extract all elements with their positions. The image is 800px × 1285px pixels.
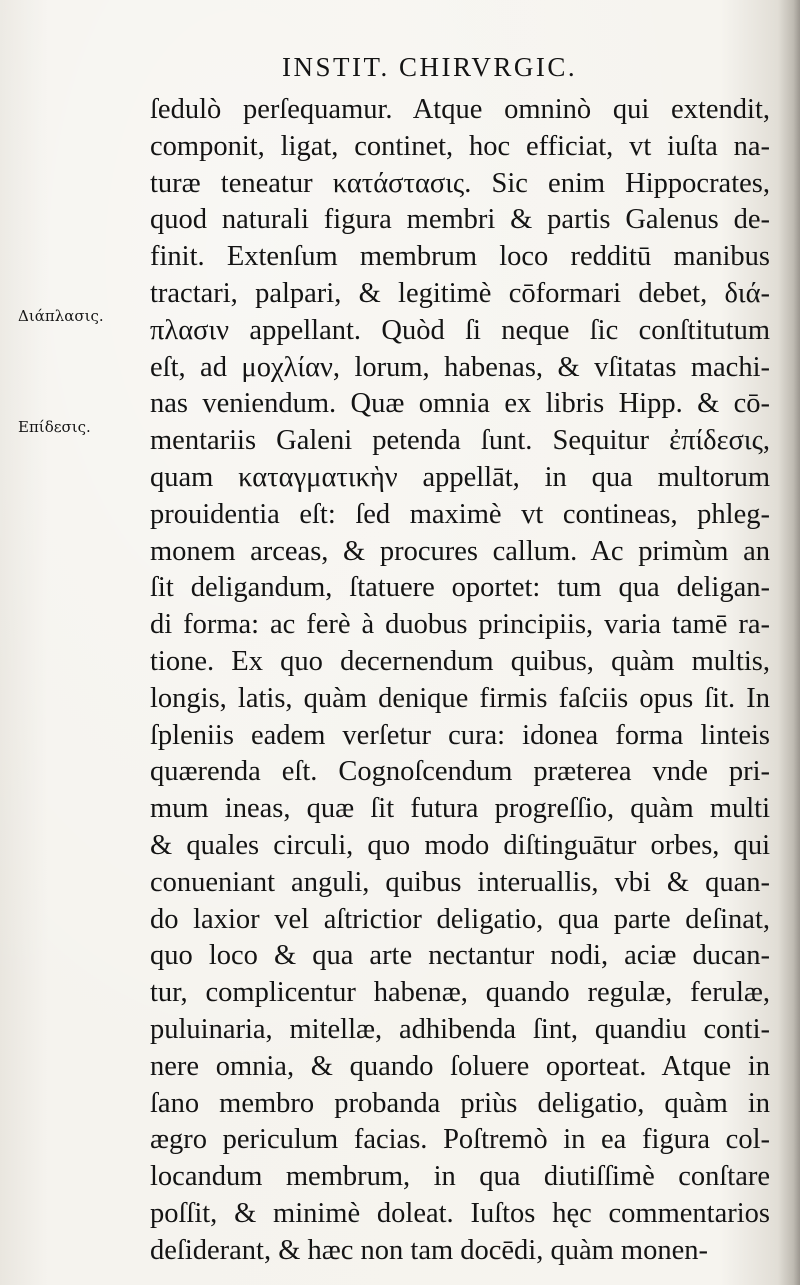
running-head: INSTIT. CHIRVRGIC.	[282, 52, 578, 82]
text-line: tractari, palpari, & legitimè cōformari debet, διά-	[150, 277, 770, 309]
text-line: poſſit, & minimè doleat. Iuſtos hęc commentarios	[150, 1197, 770, 1229]
text-line: conueniant anguli, quibus interuallis, vbi & quan-	[150, 866, 770, 898]
text-line: ægro periculum facias. Poſtremò in ea figura col-	[150, 1124, 770, 1156]
text-line: deſiderant, & hæc non tam docēdi, quàm monen-	[150, 1234, 708, 1266]
text-line: longis, latis, quàm denique firmis faſciis opus ſit. In	[150, 682, 770, 714]
text-line: mum ineas, quæ ſit futura progreſſio, quàm multi	[150, 793, 770, 825]
text-line: quærenda eſt. Cognoſcendum præterea vnde pri-	[150, 756, 770, 788]
text-line: puluinaria, mitellæ, adhibenda ſint, quandiu conti-	[150, 1013, 770, 1045]
text-line: ſit deligandum, ſtatuere oportet: tum qua deligan-	[150, 572, 770, 604]
text-line: ſano membro probanda priùs deligatio, quàm in	[150, 1087, 770, 1119]
text-line: do laxior vel aſtrictior deligatio, qua parte deſinat,	[150, 903, 770, 935]
text-line: & quales circuli, quo modo diſtinguātur orbes, qui	[150, 829, 770, 861]
text-line: tione. Ex quo decernendum quibus, quàm multis,	[150, 645, 770, 677]
text-line: quam καταγματικὴν appellāt, in qua multorum	[150, 461, 770, 493]
text-line: quo loco & qua arte nectantur nodi, aciæ ducan-	[150, 940, 770, 972]
text-line: turæ teneatur κατάστασις. Sic enim Hippocrates,	[150, 167, 770, 199]
text-line: πλασιν appellant. Quòd ſi neque ſic conſtitutum	[150, 314, 770, 346]
text-line: di forma: ac ferè à duobus principiis, varia tamē ra-	[150, 609, 770, 641]
margin-note-diaplasis: Διάπλασις.	[18, 307, 104, 325]
text-line: nas veniendum. Quæ omnia ex libris Hipp. & cō-	[150, 388, 770, 420]
text-line: ſpleniis eadem verſetur cura: idonea forma linteis	[150, 719, 770, 751]
text-line: componit, ligat, continet, hoc efficiat, vt iuſta na-	[150, 130, 770, 162]
text-line: tur, complicentur habenæ, quando regulæ, ferulæ,	[150, 977, 770, 1009]
text-line: eſt, ad μοχλίαν, lorum, habenas, & vſitatas machi-	[150, 351, 770, 383]
text-line: finit. Extenſum membrum loco redditū manibus	[150, 241, 770, 273]
text-line: quod naturali figura membri & partis Galenus de-	[150, 204, 770, 236]
text-line: ſedulò perſequamur. Atque omninò qui extendit,	[150, 94, 770, 125]
page-edge-shadow	[778, 0, 800, 1285]
text-line: nere omnia, & quando ſoluere oporteat. Atque in	[150, 1050, 770, 1082]
text-line: mentariis Galeni petenda ſunt. Sequitur ἐπίδεσις,	[150, 425, 770, 457]
text-line: monem arceas, & procures callum. Ac primùm an	[150, 535, 770, 567]
text-line: locandum membrum, in qua diutiſſimè conſtare	[150, 1161, 770, 1193]
margin-note-epidesis: Επίδεσις.	[18, 418, 91, 436]
text-line: prouidentia eſt: ſed maximè vt contineas, phleg-	[150, 498, 770, 530]
body-text	[150, 92, 770, 1270]
